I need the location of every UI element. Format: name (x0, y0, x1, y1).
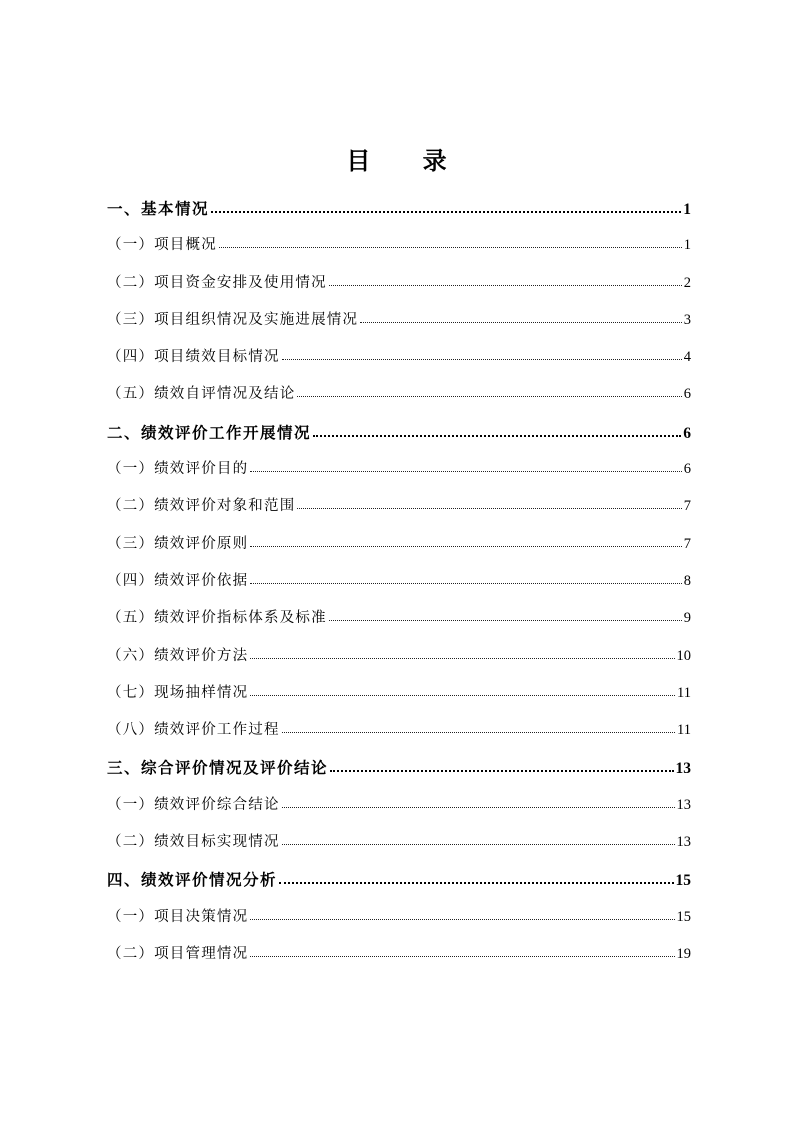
toc-entry-page-number: 13 (675, 760, 691, 778)
toc-entry-subsection[interactable] (107, 339, 691, 376)
toc-dot-leader (250, 570, 681, 585)
toc-entry-page-number: 8 (683, 572, 691, 589)
toc-entry-section[interactable] (107, 861, 691, 898)
toc-entry-page-number: 15 (675, 872, 691, 890)
toc-entry-label: （一）项目概况 (107, 237, 217, 254)
toc-entry-label: 二、绩效评价工作开展情况 (107, 422, 312, 442)
toc-entry-label: 四、绩效评价情况分析 (107, 870, 278, 890)
toc-entry-subsection[interactable] (107, 563, 691, 600)
toc-dot-leader (250, 459, 681, 474)
toc-dot-leader (360, 309, 682, 324)
toc-dot-leader (282, 832, 675, 847)
toc-entry-label: （五）绩效自评情况及结论 (107, 386, 296, 403)
toc-entry-label: （二）绩效评价对象和范围 (107, 498, 296, 515)
toc-dot-leader (282, 794, 675, 809)
toc-entry-subsection[interactable] (107, 600, 691, 637)
toc-entry-subsection[interactable] (107, 824, 691, 861)
toc-entry-subsection[interactable] (107, 936, 691, 973)
toc-entry-page-number: 19 (676, 945, 691, 962)
toc-entry-label: 一、基本情况 (107, 199, 210, 218)
toc-entry-section[interactable] (107, 190, 691, 227)
toc-entry-subsection[interactable] (107, 451, 691, 488)
toc-dot-leader (313, 422, 681, 438)
toc-dot-leader (329, 272, 682, 287)
toc-entry-label: （八）绩效评价工作过程 (107, 722, 280, 739)
toc-entry-page-number: 13 (676, 834, 691, 851)
toc-entry-subsection[interactable] (107, 265, 691, 302)
toc-entry-subsection[interactable] (107, 712, 691, 749)
toc-entry-subsection[interactable] (107, 227, 691, 264)
toc-dot-leader (250, 943, 674, 958)
toc-entry-label: （一）绩效评价综合结论 (107, 796, 280, 813)
toc-entry-subsection[interactable] (107, 526, 691, 563)
toc-dot-leader (282, 720, 675, 735)
toc-dot-leader (282, 347, 682, 362)
toc-dot-leader (297, 384, 681, 399)
toc-entry-page-number: 6 (683, 461, 691, 478)
toc-dot-leader (211, 199, 681, 215)
toc-dot-leader (250, 682, 675, 697)
toc-entry-page-number: 10 (676, 647, 691, 664)
toc-dot-leader (250, 645, 674, 660)
toc-entry-label: （六）绩效评价方法 (107, 647, 249, 664)
toc-entry-subsection[interactable] (107, 302, 691, 339)
toc-entry-label: （四）绩效评价依据 (107, 572, 249, 589)
toc-entry-label: （七）现场抽样情况 (107, 684, 249, 701)
toc-entry-subsection[interactable] (107, 899, 691, 936)
toc-entry-page-number: 15 (676, 908, 691, 925)
toc-entry-section[interactable] (107, 414, 691, 451)
toc-entry-page-number: 11 (677, 684, 691, 701)
toc-dot-leader (297, 496, 681, 511)
toc-entry-subsection[interactable] (107, 787, 691, 824)
toc-entry-label: （三）项目组织情况及实施进展情况 (107, 311, 359, 328)
toc-entry-page-number: 11 (677, 722, 691, 739)
toc-entry-label: （三）绩效评价原则 (107, 535, 249, 552)
toc-entry-label: （二）项目资金安排及使用情况 (107, 274, 327, 291)
toc-dot-leader (219, 235, 682, 250)
toc-dot-leader (330, 758, 673, 774)
toc-dot-leader (250, 533, 681, 548)
toc-entry-subsection[interactable] (107, 488, 691, 525)
toc-entry-page-number: 1 (683, 201, 691, 218)
toc-entry-page-number: 2 (683, 274, 691, 291)
toc-dot-leader (279, 870, 673, 886)
toc-entry-label: （一）项目决策情况 (107, 908, 249, 925)
toc-entry-subsection[interactable] (107, 638, 691, 675)
toc-entry-page-number: 13 (676, 796, 691, 813)
toc-entry-page-number: 7 (683, 498, 691, 515)
toc-entry-label: （四）项目绩效目标情况 (107, 349, 280, 366)
toc-entry-page-number: 6 (683, 424, 691, 442)
toc-entry-page-number: 3 (683, 311, 691, 328)
toc-entry-subsection[interactable] (107, 376, 691, 413)
toc-entry-label: （一）绩效评价目的 (107, 461, 249, 478)
toc-entry-subsection[interactable] (107, 675, 691, 712)
toc-dot-leader (250, 906, 674, 921)
toc-title: 目 录 (346, 146, 469, 175)
toc-dot-leader (329, 608, 682, 623)
toc-entry-label: （二）项目管理情况 (107, 945, 249, 962)
toc-entry-section[interactable] (107, 749, 691, 786)
toc-entry-page-number: 1 (683, 237, 691, 254)
toc-entry-label: （二）绩效目标实现情况 (107, 834, 280, 851)
toc-entry-label: 三、综合评价情况及评价结论 (107, 758, 329, 778)
toc-list (107, 190, 691, 973)
toc-entry-page-number: 9 (683, 610, 691, 627)
toc-entry-page-number: 4 (683, 349, 691, 366)
toc-entry-label: （五）绩效评价指标体系及标准 (107, 610, 327, 627)
toc-entry-page-number: 7 (683, 535, 691, 552)
toc-entry-page-number: 6 (683, 386, 691, 403)
